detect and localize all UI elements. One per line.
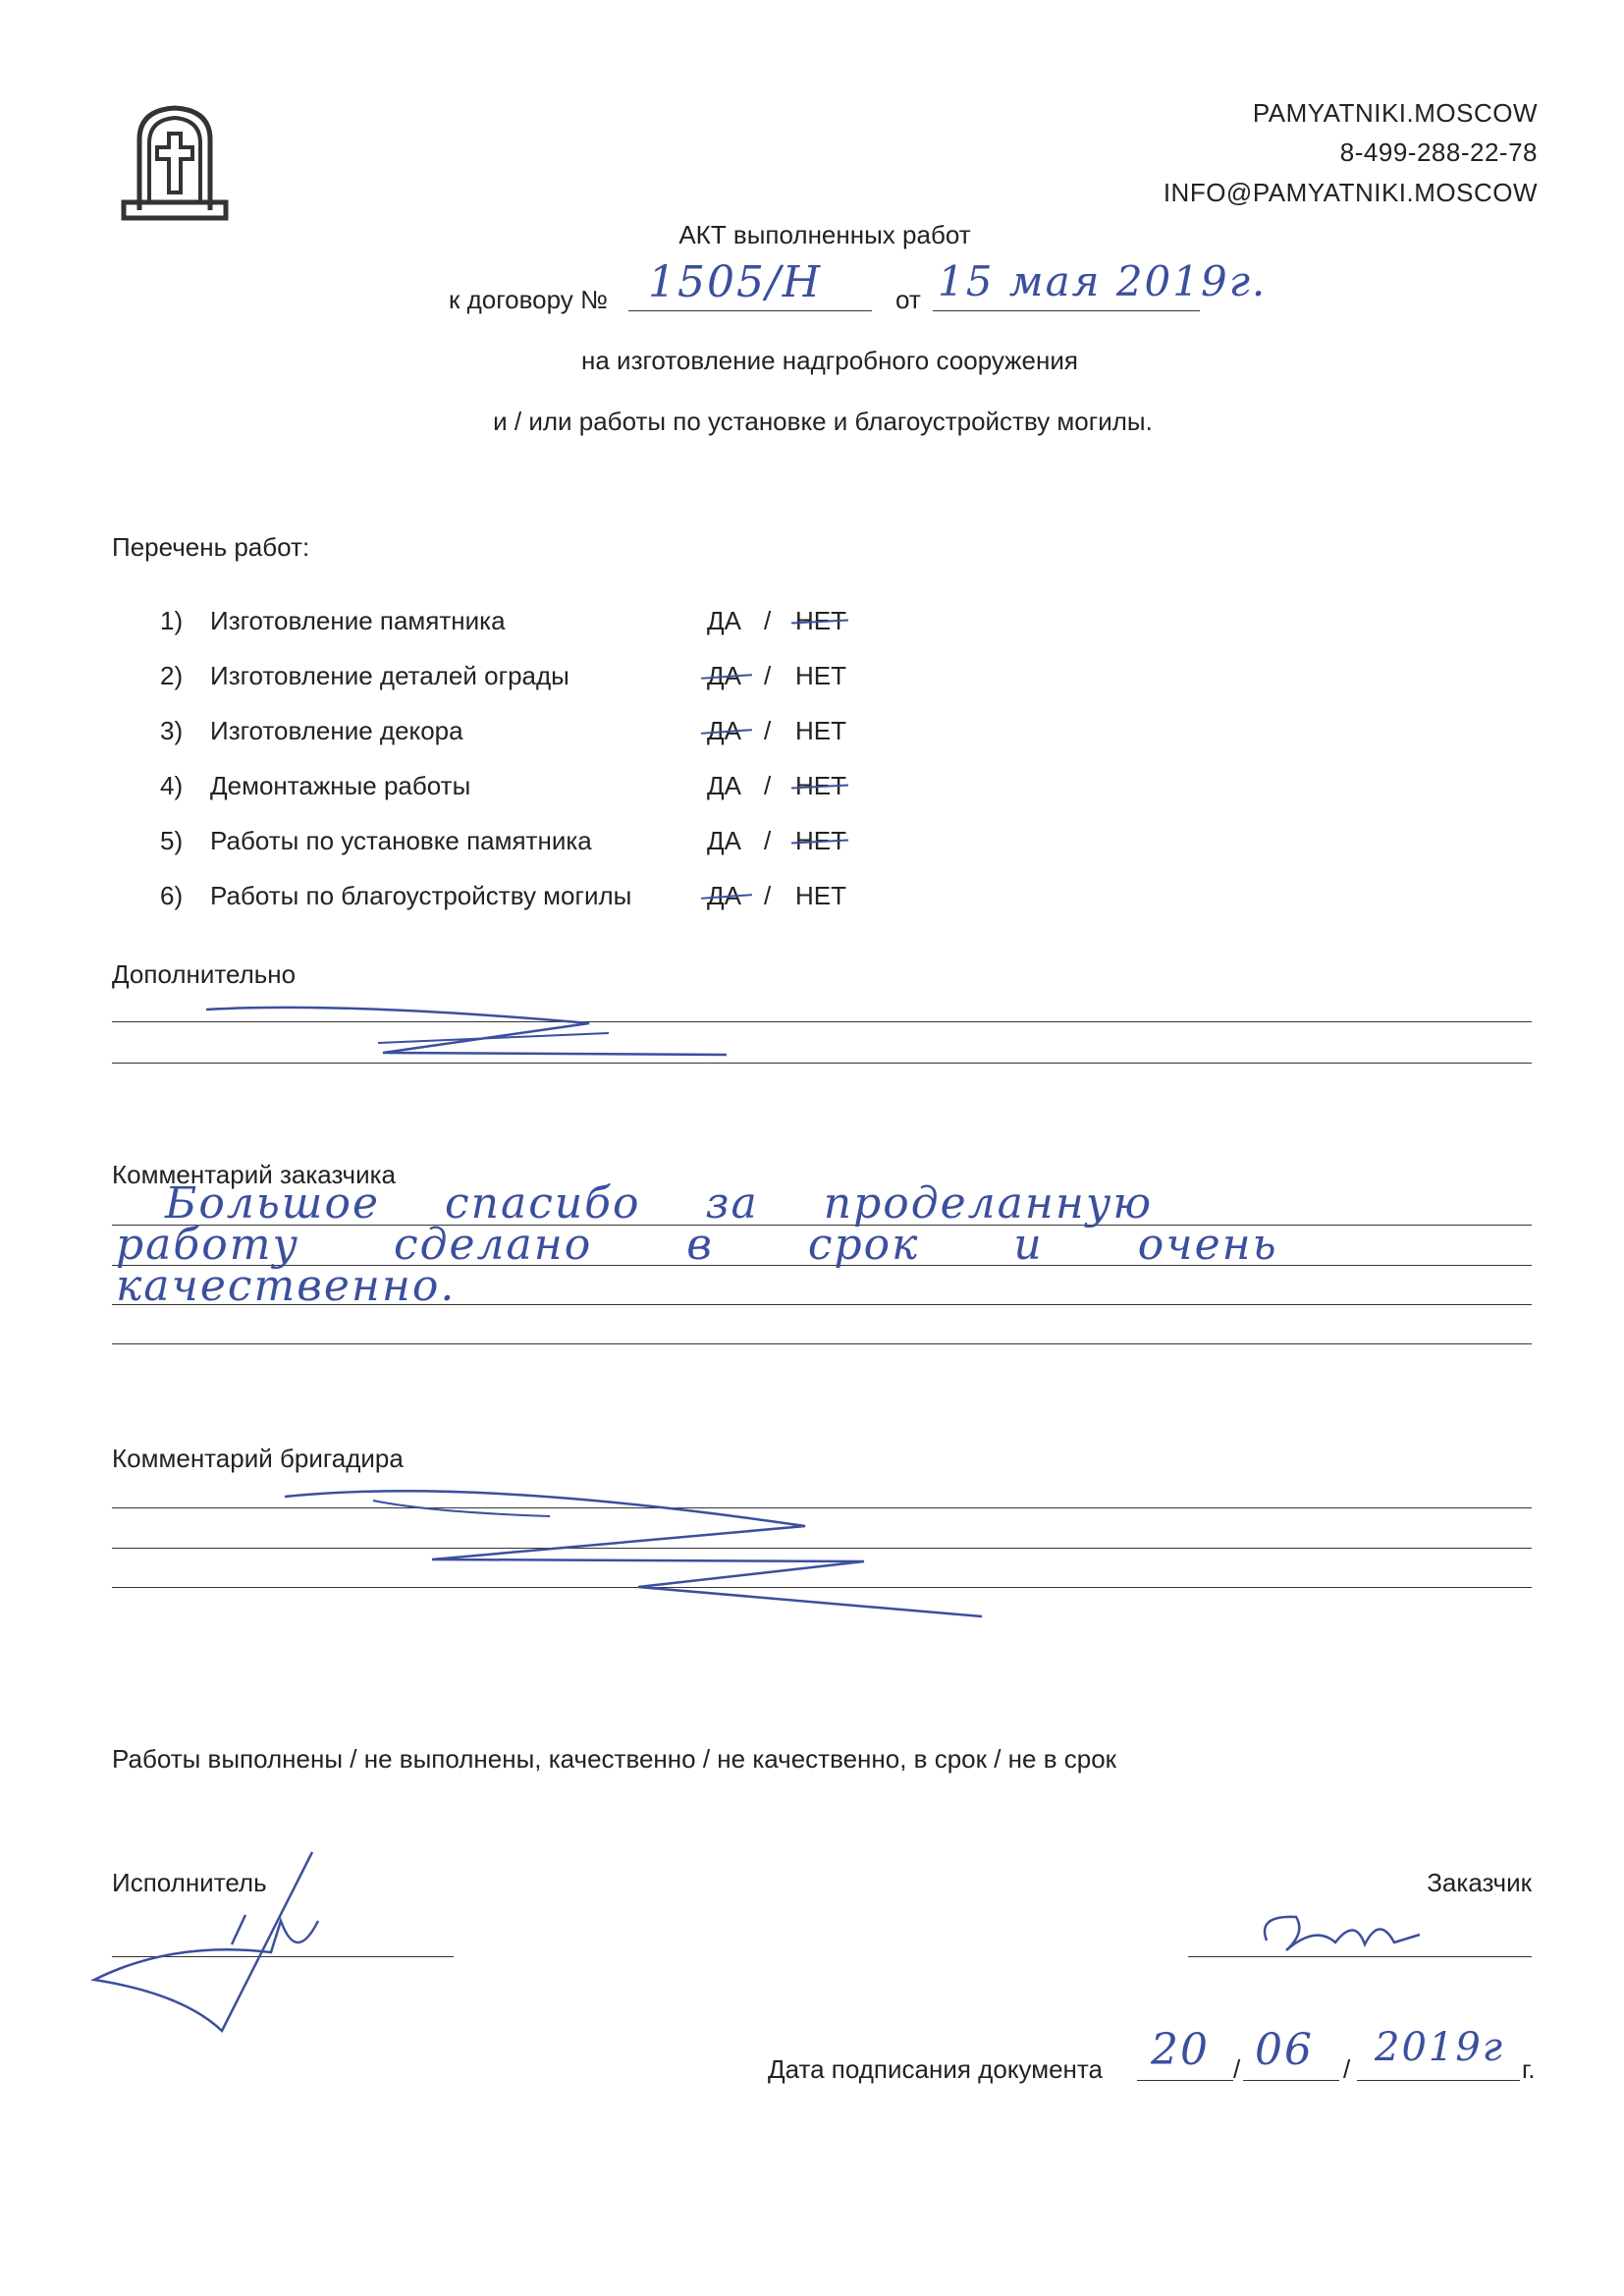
work-status-line: Работы выполнены / не выполнены, качественно / не качественно, в срок / не в срок	[112, 1744, 1117, 1774]
logo-tombstone-icon	[118, 100, 232, 224]
contract-number: 1505/Н	[648, 257, 823, 307]
customer-signature	[1247, 1895, 1424, 1964]
additional-heading: Дополнительно	[112, 959, 297, 989]
customer-comment-line-3: качественно.	[116, 1261, 457, 1311]
title-line-3: на изготовление надгробного сооружения	[581, 346, 1078, 375]
contract-date: 15 мая 2019г.	[938, 257, 1268, 305]
foreman-comment-heading: Комментарий бригадира	[112, 1444, 404, 1473]
act-title: АКТ выполненных работ	[678, 220, 971, 249]
header-phone: 8-499-288-22-78	[1339, 137, 1538, 167]
header-email: INFO@PAMYATNIKI.MOSCOW	[1163, 178, 1538, 207]
contract-prefix: к договору №	[449, 285, 608, 314]
customer-label: Заказчик	[1427, 1868, 1532, 1897]
signing-date-suffix: г.	[1522, 2054, 1536, 2084]
header-website: PAMYATNIKI.MOSCOW	[1252, 98, 1538, 128]
date-separator: /	[1343, 2054, 1351, 2084]
customer-comment-heading: Комментарий заказчика	[112, 1160, 397, 1189]
executor-signature	[75, 1846, 340, 2043]
signing-date-label: Дата подписания документа	[768, 2054, 1103, 2084]
signing-day: 20	[1151, 2025, 1210, 2075]
date-prefix: от	[895, 285, 921, 314]
additional-scribble	[196, 998, 746, 1063]
customer-comment-line-2: работу сделано в срок и очень	[116, 1220, 1278, 1270]
works-heading: Перечень работ:	[112, 532, 310, 562]
foreman-scribble	[275, 1473, 1001, 1626]
title-line-4: и / или работы по установке и благоустройству могилы.	[493, 407, 1153, 436]
signing-year: 2019г	[1375, 2025, 1505, 2070]
date-separator: /	[1233, 2054, 1241, 2084]
executor-label: Исполнитель	[112, 1868, 267, 1897]
signing-month: 06	[1255, 2025, 1314, 2075]
customer-comment-line-1: Большое спасибо за проделанную	[165, 1178, 1154, 1229]
